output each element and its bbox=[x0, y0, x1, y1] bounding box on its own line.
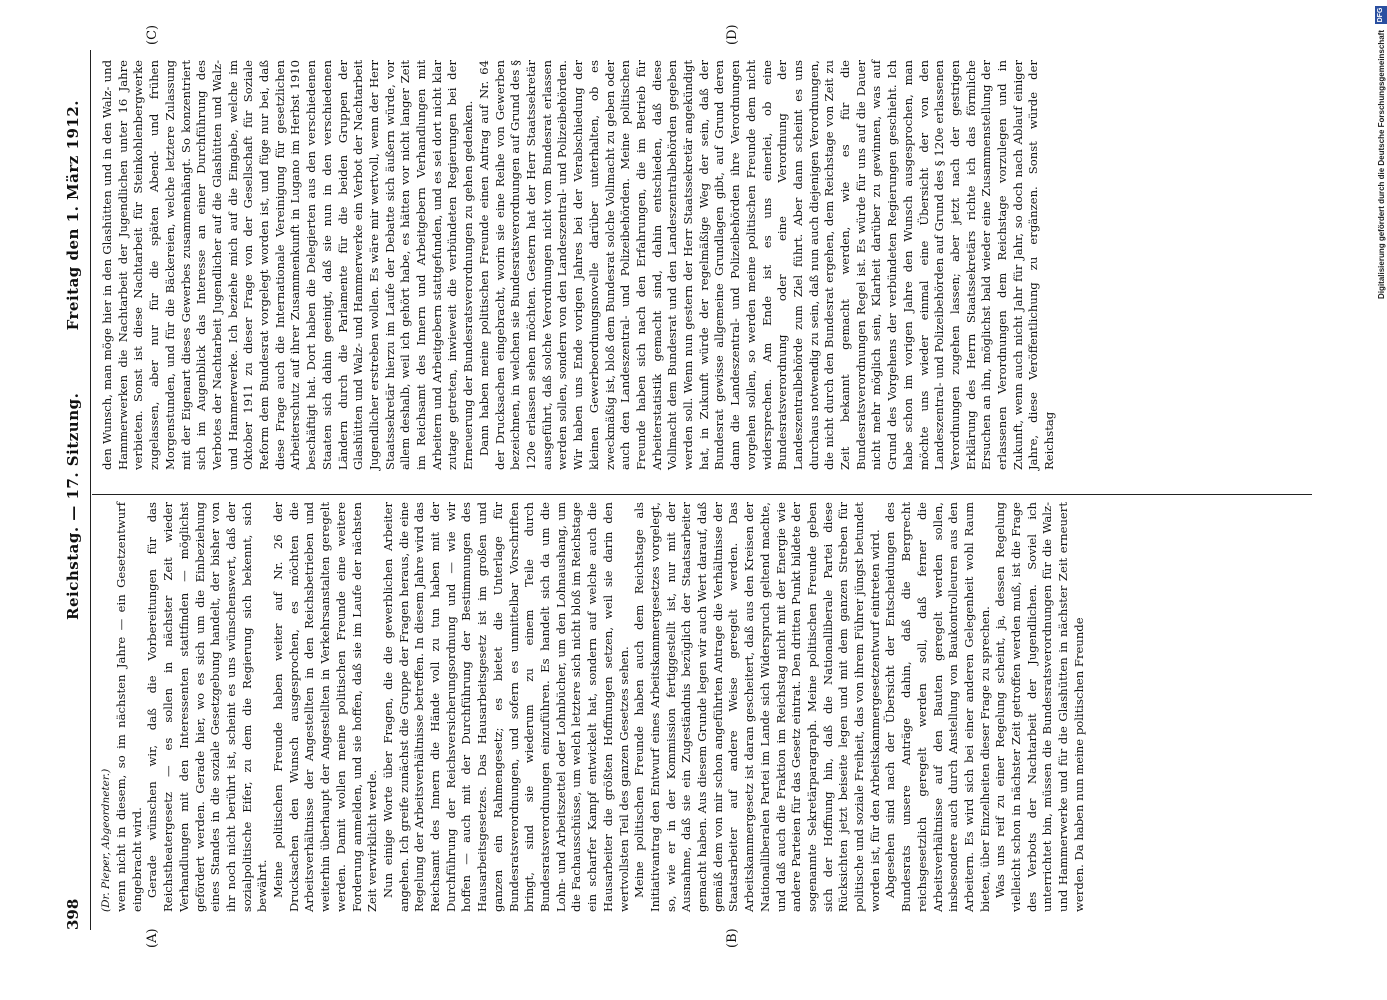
margin-marker-b: (B) bbox=[725, 928, 740, 948]
left-column-paragraph: Gerade wünschen wir, daß die Vorbereitungen für das Reichstheatergesetz — es sollen in nächster Zeit wieder Verhandlungen mit den Interessenten stattfinden — möglichst gefördert werden. Gerade hier, wo es sich um die Einbeziehung eines Standes in die soziale Gesetzgebung handelt, der bisher von ihr noch nicht berührt ist, scheint es uns wünschenswert, daß der sozialpolitische Eifer, zu dem die Regierung sich bekennt, sich bewährt. bbox=[145, 502, 270, 912]
left-column bbox=[100, 502, 1310, 912]
left-column-text bbox=[114, 502, 1088, 912]
left-column-paragraph: Meine politischen Freunde haben weiter auf Nr. 26 der Drucksachen den Wunsch ausgesprochen, es möchten die Arbeitsverhältnisse der Angestellten in den Reichsbetrieben und weiterhin überhaupt der Angestellten in Verkehrsanstalten geregelt werden. Damit wollen meine politischen Freunde eine weitere Forderung anmelden, und sie hoffen, daß sie im Laufe der nächsten Zeit verwirklicht werde. bbox=[271, 502, 380, 912]
right-column-paragraph: Dann haben meine politischen Freunde einen Antrag auf Nr. 64 der Drucksachen eingebracht, worin sie eine Reihe von Gewerben bezeichnen, in welchen sie Bundesratsverordnungen auf Grund des § 120e erlassen sehen möchten. Gestern hat der Herr Staatssekretär ausgeführt, daß solche Verordnungen nicht vom Bundesrat erlassen werden sollen, sondern von den Landeszentral- und Polizeibehörden. Wir haben uns Ende vorigen Jahres bei der Verabschiedung der kleinen Gewerbeordnungsnovelle darüber unterhalten, ob es zweckmäßig ist, bloß dem Bundesrat solche Vollmacht zu geben oder auch den Landeszentral- und Polizeibehörden. Meine politischen Freunde haben sich nach den Erfahrungen, die im Betrieb für Arbeiterstatistik gemacht sind, dahin entschieden, daß diese Vollmacht dem Bundesrat und den Landeszentralbehörden gegeben werden soll. Wenn nun gestern der Herr Staatssekretär angekündigt hat, in Zukunft würde der regelmäßige Weg der sein, daß der Bundesrat gewisse allgemeine Grundlagen gibt, auf Grund deren dann die Landeszentral- und Polizeibehörden ihre Verordnungen vorgehen sollen, so werden meine politischen Freunde dem nicht widersprechen. Am Ende ist es uns einerlei, ob eine Bundesratsverordnung oder eine Verordnung der Landeszentralbehörde zum Ziel führt. Aber dann scheint es uns durchaus notwendig zu sein, daß nun auch diejenigen Verordnungen, die nicht durch den Bundesrat ergehen, dem Reichstage von Zeit zu Zeit bekannt gemacht werden, wie es für die Bundesratsverordnungen Regel ist. Es würde für uns auf die Dauer nicht mehr möglich sein, Klarheit darüber zu gewinnen, was auf Grund des Vorgehens der verbündeten Regierungen geschieht. Ich habe schon im vorigen Jahre den Wunsch ausgesprochen, man möchte uns wieder einmal eine Übersicht der von den Landeszentral- und Polizeibehörden auf Grund des § 120e erlassenen Verordnungen zugehen lassen; aber jetzt nach der gestrigen Erklärung des Herrn Staatssekretärs richte ich das förmliche Ersuchen an ihn, möglichst bald wieder eine Zusammenstellung der erlassenen Verordnungen dem Reichstage vorzulegen und in Zukunft, wenn auch nicht Jahr für Jahr, so doch nach Ablauf einiger Jahre, diese Veröffentlichung zu ergänzen. Sonst würde der Reichstag bbox=[476, 60, 1057, 470]
header-left-title: Reichstag. — 17. Sitzung. bbox=[64, 392, 82, 620]
margin-marker-c: (C) bbox=[145, 24, 160, 45]
left-column-paragraph: wenn nicht in diesem, so im nächsten Jahre — ein Gesetzentwurf eingebracht wird. bbox=[114, 502, 144, 912]
left-column-paragraph: Abgesehen sind nach der Übersicht der Entscheidungen des Bundesrats unsere Anträge dahin, daß die Bergrecht reichsgesetzlich geregelt werden soll, daß ferner die Arbeitsverhältnisse auf den Bauten geregelt werden sollen, insbesondere auch durch Anstellung von Baukontrolleuren aus den Arbeitern. Es wird sich bei einer anderen Gelegenheit wohl Raum bieten, über Einzelheiten dieser Frage zu sprechen. bbox=[883, 502, 992, 912]
margin-marker-a: (A) bbox=[145, 928, 160, 948]
dfg-logo: DFG bbox=[1375, 6, 1387, 24]
left-column-paragraph: Nun einige Worte über Fragen, die die gewerblichen Arbeiter angehen. Ich greife zunächst die Gruppe der Fragen heraus, die eine Regelung der Arbeitsverhältnisse betreffen. In diesem Jahre wird das Reichsamt des Innern die Hände voll zu tun haben mit der Durchführung der Reichsversicherungsordnung und — wie wir hoffen — auch mit der Durchführung der Bestimmungen des Hausarbeitsgesetzes. Das Hausarbeitsgesetz ist im großen und ganzen ein Rahmengesetz; es bietet die Unterlage für Bundesratsverordnungen, und sofern es unmittelbar Vorschriften bringt, sind sie wiederum zu einem Teile durch Bundesratsverordnungen einzuführen. Es handelt sich da um die Lohn- und Arbeitszettel oder Lohnbücher, um den Lohnaushang, um die Fachausschüsse, um welch letztere sich nicht bloß im Reichstage ein scharfer Kampf entwickelt hat, sondern auf welche auch die Hausarbeiter die größten Hoffnungen setzen, weil sie darin den wertvollsten Teil des ganzen Gesetzes sehen. bbox=[380, 502, 631, 912]
column-divider bbox=[92, 494, 1312, 495]
page-header bbox=[60, 50, 91, 930]
page-number: 398 bbox=[64, 898, 82, 930]
right-column-text bbox=[100, 60, 1058, 470]
credit-text: Digitalisierung gefördert durch die Deutsche Forschungsgemeinschaft bbox=[1377, 30, 1386, 299]
right-column bbox=[100, 60, 1310, 470]
left-column-paragraph: Meine politischen Freunde haben auch dem Reichstage als Initiativantrag den Entwurf eines Arbeitskammergesetzes vorgelegt, so, wie er in der Kommission fertiggestellt ist, nur mit der Ausnahme, daß sie ein Zugeständnis bezüglich der Staatsarbeiter gemacht haben. Aus diesem Grunde legen wir auch Wert darauf, daß gemäß dem von mir schon angeführten Antrage die Verhältnisse der Staatsarbeiter auf andere Weise geregelt werden. Das Arbeitskammergesetz ist daran gescheitert, daß aus den Kreisen der Nationalliberalen Partei im Lande sich Widerspruch geltend machte, und daß auch die Fraktion im Reichstag nicht mit der Energie wie andere Parteien für das Gesetz eintrat. Den dritten Punkt bildete der sogenannte Sekretärparagraph. Meine politischen Freunde geben sich der Hoffnung hin, daß die Nationalliberale Partei diese Rücksichten jetzt beiseite legen und mit dem ganzen Streben für politische und soziale Freiheit, das von ihrem Führer jüngst betundet worden ist, für den Arbeitskammergesetzentwurf eintreten wird. bbox=[632, 502, 882, 912]
margin-marker-d: (D) bbox=[725, 24, 740, 45]
right-column-paragraph: den Wunsch, man möge hier in den Glashütten und in den Walz- und Hammerwerken die Nachtarbeit der Jugendlichen unter 16 Jahre verbieten. Sonst ist diese Nachtarbeit für Steinkohlenbergwerke zugelassen, aber nur für die späten Abend- und frühen Morgenstunden, und für die Bäckereien, welche letztere Zulassung mit der Eigenart dieses Gewerbes zusammenhängt. So konzentriert sich im Augenblick das Interesse an einer Durchführung des Verbotes der Nachtarbeit Jugendlicher auf die Glashütten und Walz- und Hammerwerke. Ich beziehe mich auf die Eingabe, welche im Oktober 1911 zu dieser Frage von der Gesellschaft für Soziale Reform dem Bundesrat vorgelegt worden ist, und füge nur bei, daß diese Frage auch die Internationale Vereinigung für gesetzlichen Arbeiterschutz auf ihrer Zusammenkunft in Lugano im Herbst 1910 beschäftigt hat. Dort haben die Delegierten aus den verschiedenen Staaten sich dahin geeinigt, daß sie nun in den verschiedenen Ländern durch die Parlamente für die beiden Gruppen der Glashütten und Walz- und Hammerwerke ein Verbot der Nachtarbeit Jugendlicher erstreben wollen. Es wäre mir wertvoll, wenn der Herr Staatssekretär hierzu im Laufe der Debatte sich äußern würde, vor allem deshalb, weil ich gehört habe, es hätten vor nicht langer Zeit im Reichsamt des Innern und Arbeitgebern Verhandlungen mit Arbeitern und Arbeitgebern stattgefunden, und es sei dort nicht klar zutage getreten, inwieweit die verbündeten Regierungen bei der Erneuerung der Bundesratsverordnungen zu gehen gedenken. bbox=[100, 60, 476, 470]
speaker-line: (Dr. Pieper, Abgeordneter.) bbox=[100, 768, 112, 912]
header-right-title: Freitag den 1. März 1912. bbox=[64, 100, 82, 331]
left-column-paragraph: Was uns reif zu einer Regelung scheint, ja, dessen Regelung vielleicht schon in nächster Zeit getroffen werden muß, ist die Frage des Verbots der Nachtarbeit der Jugendlichen. Soviel ich unterrichtet bin, müssen die Bundesratsverordnungen für die Walz- und Hammerwerke und für die Glashütten in nächster Zeit erneuert werden. Da haben nun meine politischen Freunde bbox=[993, 502, 1086, 912]
